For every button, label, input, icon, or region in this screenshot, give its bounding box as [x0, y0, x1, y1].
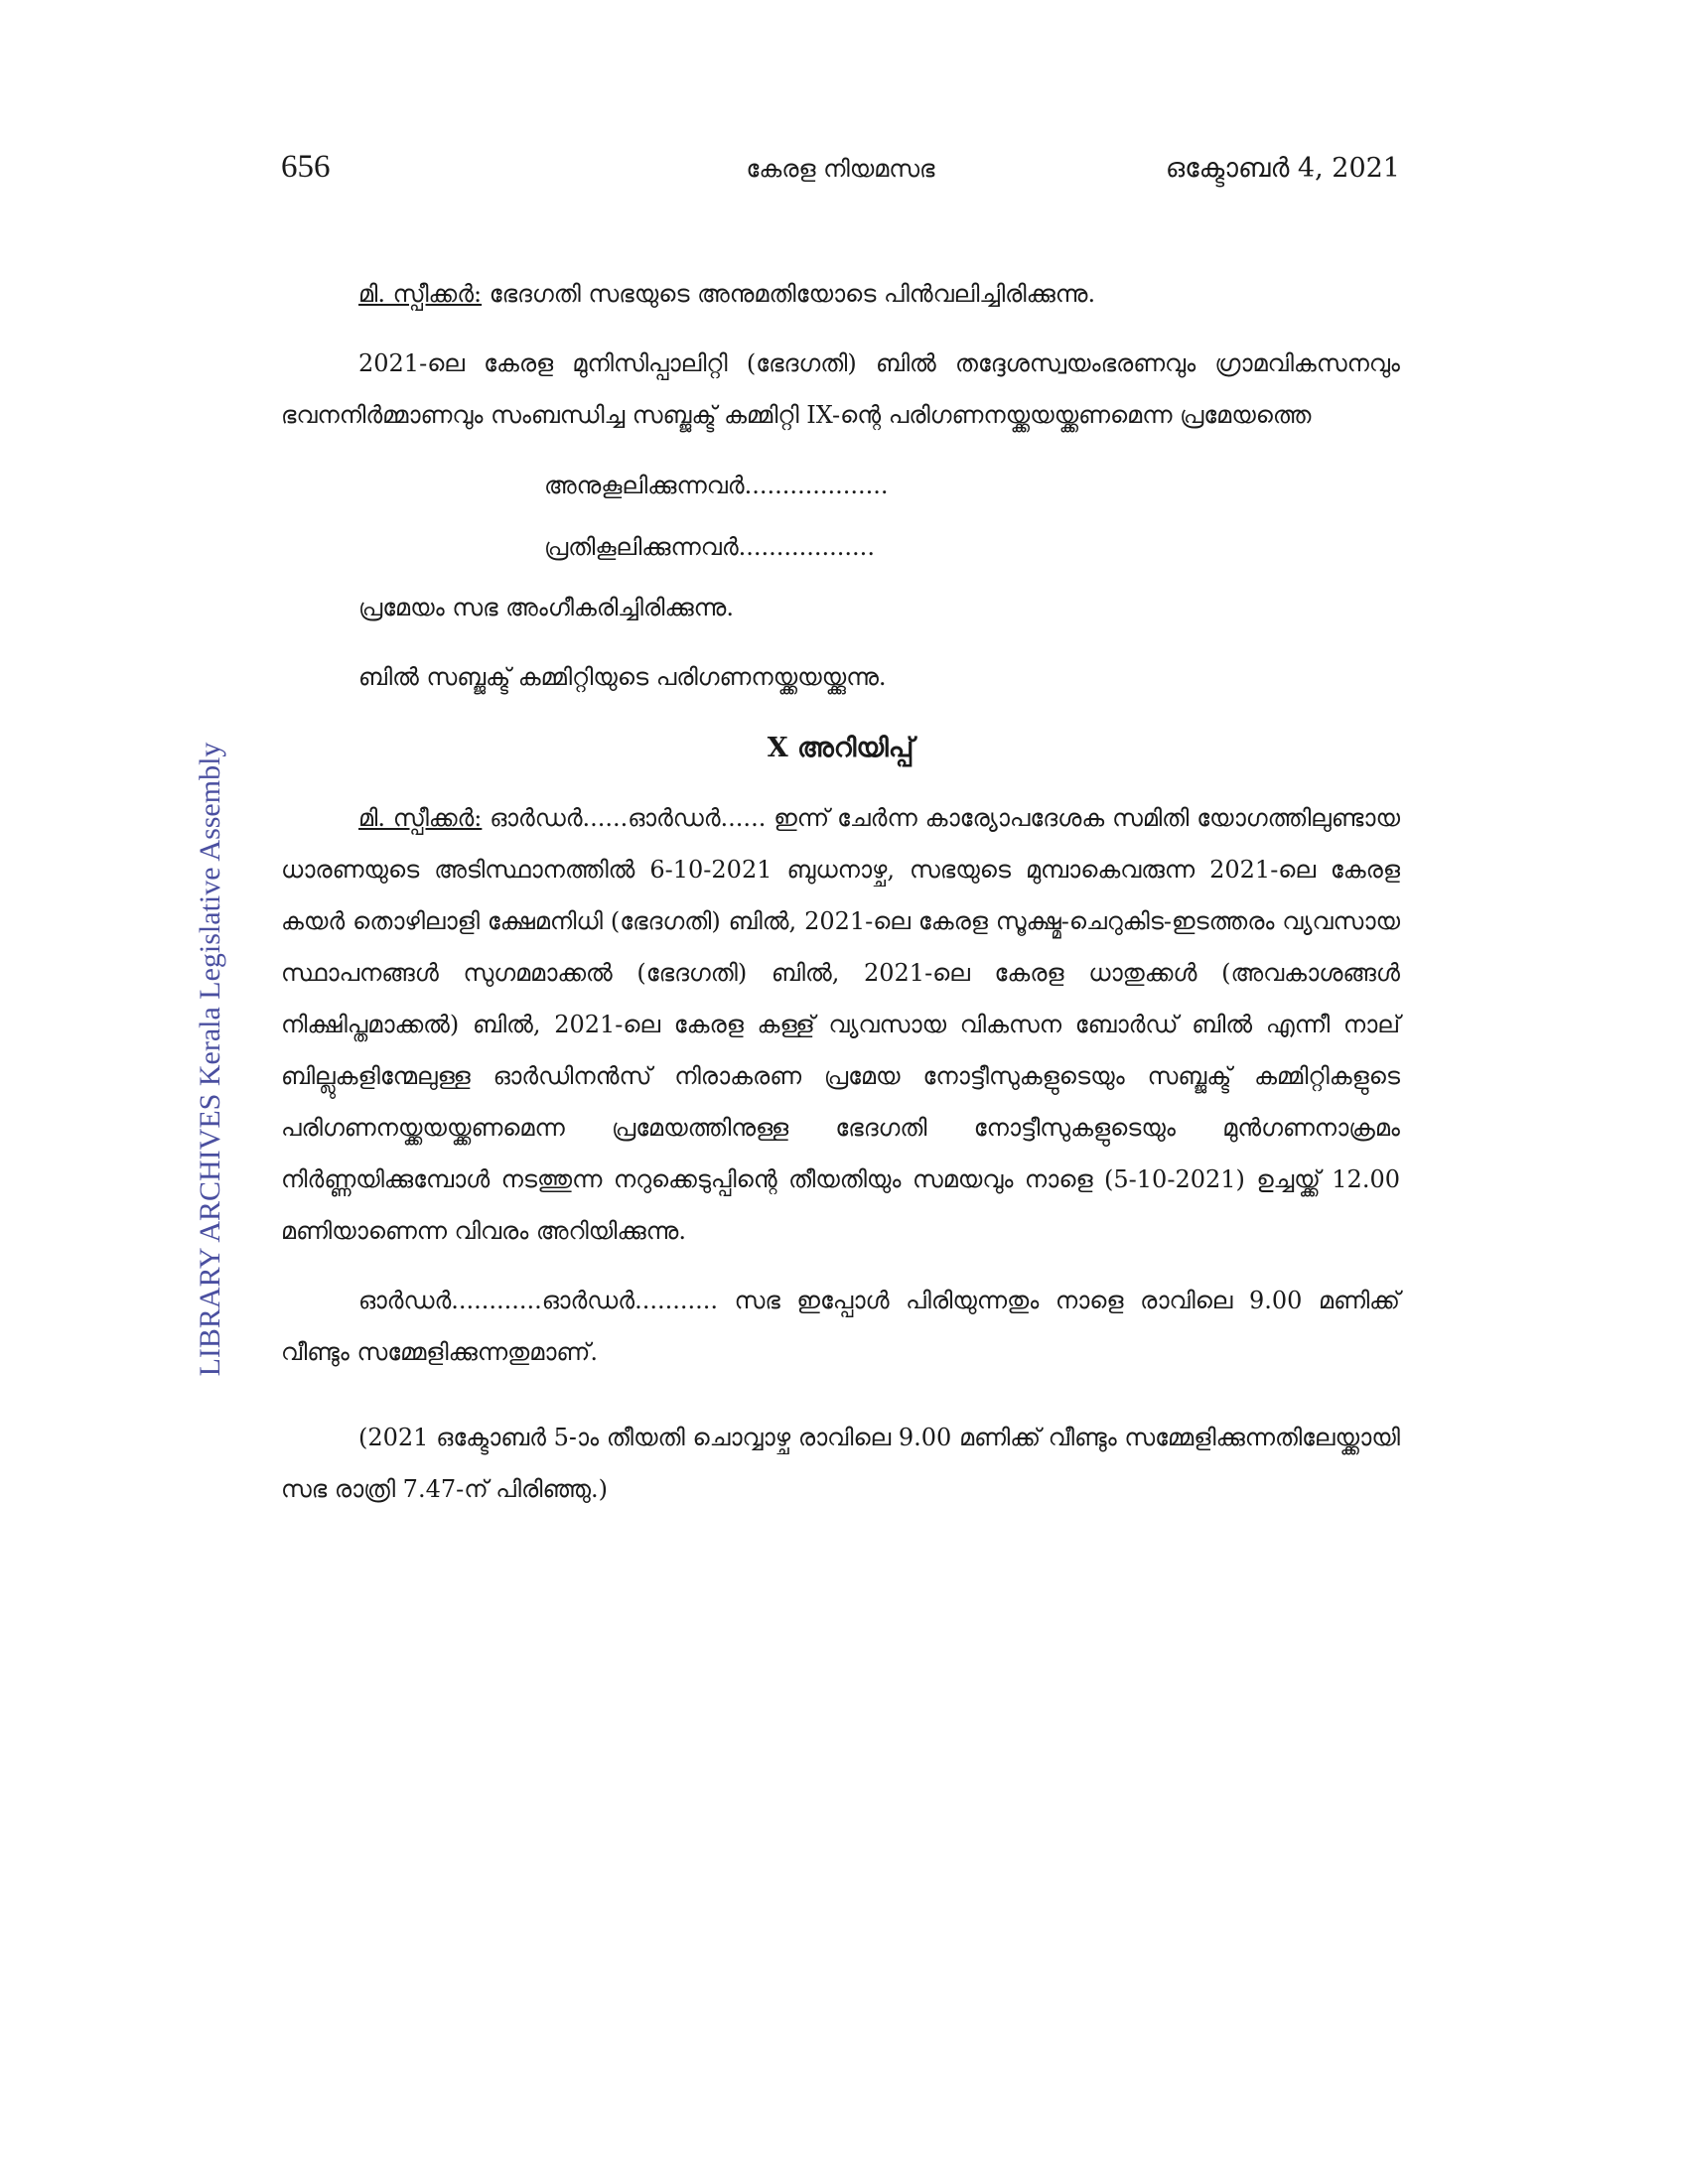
- motion-adopted-line: പ്രമേയം സഭ അംഗീകരിച്ചിരിക്കുന്നു.: [358, 594, 734, 621]
- vote-for-line: അനുകൂലിക്കുന്നവർ...................: [544, 472, 889, 499]
- announcement-text: ഓർഡർ......ഓർഡർ...... ഇന്ന് ചേർന്ന കാര്യോപദേശക സമിതി യോഗത്തിലുണ്ടായ ധാരണയുടെ അടിസ്ഥാനത്തിൽ 6-10-2021 ബുധനാഴ്ച, സഭയുടെ മുമ്പാകെവരുന്ന 2021-ലെ കേരള കയർ തൊഴിലാളി ക്ഷേമനിധി (ഭേദഗതി) ബിൽ, 2021-ലെ കേരള സൂക്ഷ്മ-ചെറുകിട-ഇടത്തരം വ്യവസായ സ്ഥാപനങ്ങൾ സുഗമമാക്കൽ (ഭേദഗതി) ബിൽ, 2021-ലെ കേരള ധാതുക്കൾ (അവകാശങ്ങൾ നിക്ഷിപ്തമാക്കൽ) ബിൽ, 2021-ലെ കേരള കള്ള് വ്യവസായ വികസന ബോർഡ് ബിൽ എന്നീ നാല് ബില്ലുകളിന്മേലുള്ള ഓർഡിനൻസ് നിരാകരണ പ്രമേയ നോട്ടീസുകളുടെയും സബ്ജക്ട് കമ്മിറ്റികളുടെ പരിഗണനയ്ക്കയയ്ക്കണമെന്ന പ്രമേയത്തിനുള്ള ഭേദഗതി നോട്ടീസുകളുടെയും മുൻഗണനാക്രമം നിർണ്ണയിക്കുമ്പോൾ നടത്തുന്ന നറുക്കെടുപ്പിന്റെ തീയതിയും സമയവും നാളെ (5-10-2021) ഉച്ചയ്ക്ക് 12.00 മണിയാണെന്ന വിവരം അറിയിക്കുന്നു.: [281, 804, 1400, 1245]
- speaker-label: മി. സ്പീക്കർ:: [358, 804, 483, 832]
- bill-referred-line: ബിൽ സബ്ജക്ട് കമ്മിറ്റിയുടെ പരിഗണനയ്ക്കയയ്ക്കുന്നു.: [358, 663, 887, 691]
- header-date: ഒക്ടോബർ 4, 2021: [1165, 153, 1400, 184]
- vote-against-line: പ്രതികൂലിക്കുന്നവർ..................: [544, 533, 875, 561]
- running-head-title: കേരള നിയമസഭ: [746, 155, 935, 183]
- speaker-announcement: [281, 792, 1400, 1257]
- adjournment-statement: ഓർഡർ............ഓർഡർ........... സഭ ഇപ്പോൾ പിരിയുന്നതും നാളെ രാവിലെ 9.00 മണിക്ക് വീണ്ടും സമ്മേളിക്കുന്നതുമാണ്.: [281, 1287, 1400, 1366]
- speaker-statement-text: ഭേദഗതി സഭയുടെ അനുമതിയോടെ പിൻവലിച്ചിരിക്കുന്നു.: [482, 280, 1096, 308]
- document-body: [281, 268, 1400, 1533]
- speaker-statement-withdrawal: [281, 268, 1400, 320]
- bill-motion-paragraph: 2021-ലെ കേരള മുനിസിപ്പാലിറ്റി (ഭേദഗതി) ബിൽ തദ്ദേശസ്വയംഭരണവും ഗ്രാമവികസനവും ഭവനനിർമ്മാണവും സംബന്ധിച്ച സബ്ജക്ട് കമ്മിറ്റി IX-ന്റെ പരിഗണനയ്ക്കയയ്ക്കണമെന്ന പ്രമേയത്തെ: [281, 349, 1400, 429]
- page-header: [281, 149, 1400, 199]
- section-heading: X അറിയിപ്പ്: [767, 733, 914, 763]
- library-archives-watermark: LIBRARY ARCHIVES Kerala Legislative Assembly: [194, 742, 226, 1377]
- adjournment-note: (2021 ഒക്ടോബർ 5-ാം തീയതി ചൊവ്വാഴ്ച രാവിലെ 9.00 മണിക്ക് വീണ്ടും സമ്മേളിക്കുന്നതിലേയ്ക്കായി സഭ രാത്രി 7.47-ന് പിരിഞ്ഞു.): [281, 1424, 1400, 1503]
- speaker-label: മി. സ്പീക്കർ:: [358, 280, 483, 308]
- page-number: 656: [281, 149, 331, 185]
